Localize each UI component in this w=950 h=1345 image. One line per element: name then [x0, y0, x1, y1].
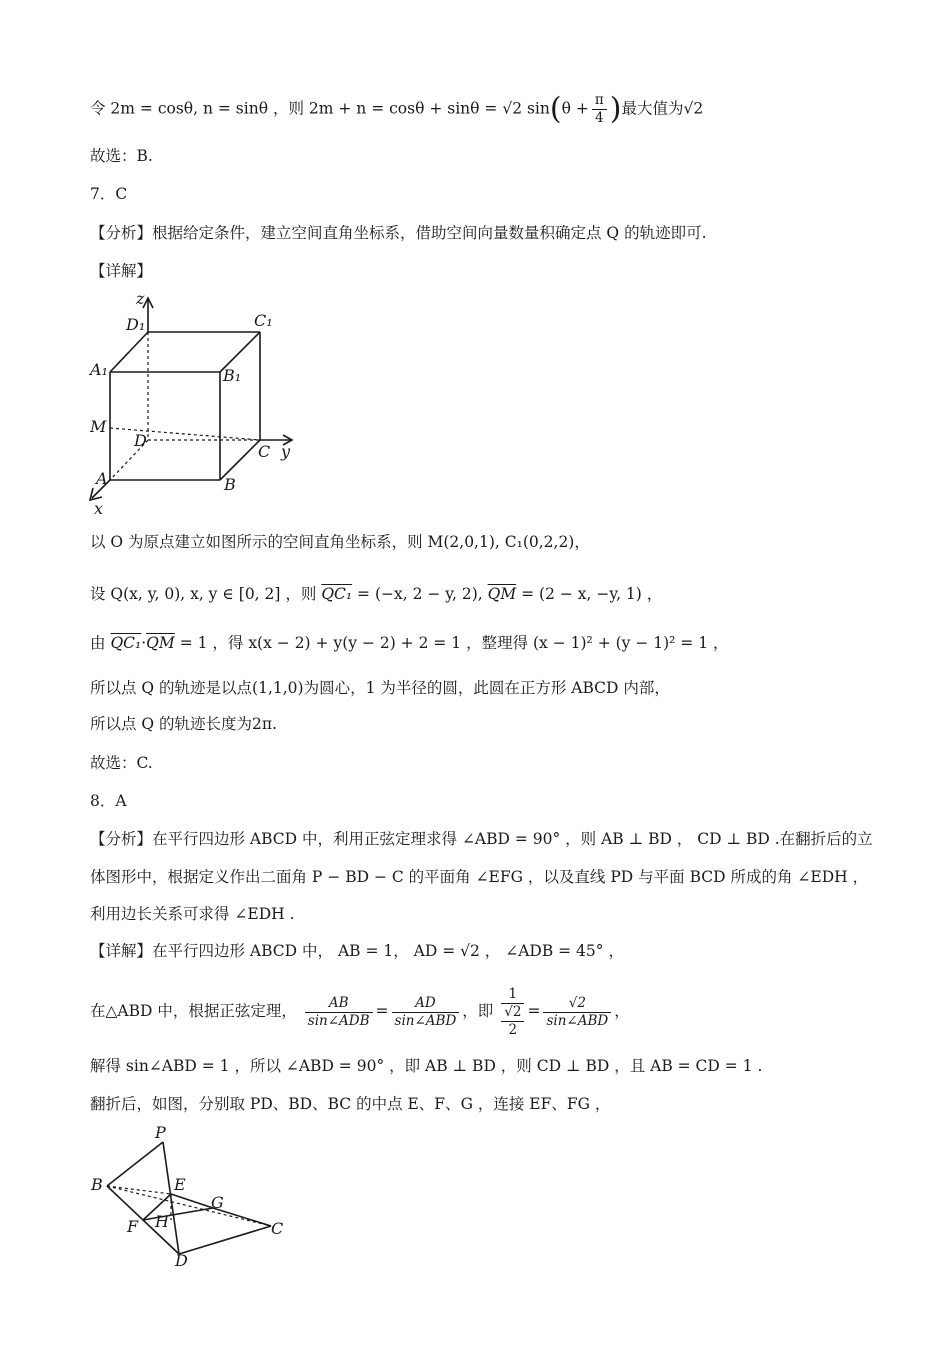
q8-header: 8．A — [90, 792, 127, 810]
label-F: F — [127, 1217, 139, 1236]
label-E: E — [174, 1175, 186, 1194]
q7-line2: 设 Q(x, y, 0), x, y ∈ [0, 2] ，则 QC₁ = (−x, 2 − y, 2), $\overline{QM} = (2 - x$, −y, 1) ， — [90, 585, 663, 603]
label-C1: C₁ — [254, 311, 273, 330]
q7-analysis: 【分析】根据给定条件，建立空间直角坐标系，借助空间向量数量积确定点 Q 的轨迹即可. — [90, 224, 707, 242]
label-M: M — [90, 417, 107, 436]
q8-analysis-1: 【分析】在平行四边形 ABCD 中，利用正弦定理求得 ∠ABD = 90° ，则 AB ⊥ BD ， CD ⊥ BD .在翻折后的立 — [90, 830, 873, 848]
label-B: B — [224, 475, 236, 494]
q7-line4: 所以点 Q 的轨迹是以点(1,1,0)为圆心，1 为半径的圆，此圆在正方形 ABCD 内部， — [90, 679, 670, 697]
q8-sine-law: 在△ABD 中，根据正弦定理， $\frac{AB}{\text{sin∠ADB}}$ = $\frac{AD}{\text{sin∠ABD}}$ ，即 1 √2 2 = $\frac{√2}{\text{sin∠ABD}}$ ， — [90, 985, 630, 1038]
label-C: C — [271, 1219, 284, 1238]
label-B: B — [91, 1175, 103, 1194]
vector-qm: $\overline{QM}$ — [487, 585, 517, 603]
label-B1: B₁ — [223, 366, 242, 385]
q7-line3: 由 $QC_1\cdot\overline{QM} = 1$ ，得 x(x − 2) + y(y − 2) + 2 = 1 ，整理得 (x − 1)² + (y − 1)² = 1 ， — [90, 634, 729, 652]
cube-figure — [80, 290, 310, 520]
pi-over-4-fraction: $\frac{\pi}{4}$ — [592, 92, 607, 127]
q8-analysis-3: 利用边长关系可求得 ∠EDH . — [90, 905, 295, 923]
label-G: G — [211, 1193, 224, 1212]
fraction-root2: $\frac{√2}{\text{sin∠ABD}}$ — [543, 995, 611, 1030]
q7-detail-label: 【详解】 — [90, 262, 153, 280]
q7-answer: 故选：C. — [90, 754, 153, 772]
label-A1: A₁ — [90, 360, 108, 379]
label-y: y — [281, 442, 291, 461]
label-D: D — [134, 431, 147, 450]
vector-qc1: QC₁ — [110, 634, 142, 652]
label-H: H — [155, 1212, 169, 1231]
label-D1: D₁ — [126, 315, 146, 334]
label-A: A — [96, 469, 108, 488]
q8-solve: 解得 sin∠ABD = 1 ，所以 ∠ABD = 90° ，即 AB ⊥ BD ，则 CD ⊥ BD ，且 AB = CD = 1 . — [90, 1057, 763, 1075]
q7-line1: 以 O 为原点建立如图所示的空间直角坐标系，则 M(2,0,1), C₁(0,2,2)， — [90, 533, 590, 551]
q6-expression: 令 2m = cosθ, n = sinθ ，则 2m + n = cosθ + sinθ = √2 sin — [90, 99, 550, 118]
q8-detail-1: 【详解】在平行四边形 ABCD 中， AB = 1， AD = √2 ， ∠ADB = 45° ， — [90, 942, 624, 960]
q8-analysis-2: 体图形中，根据定义作出二面角 P − BD − C 的平面角 ∠EFG ，以及直线 PD 与平面 BCD 所成的角 ∠EDH ， — [90, 868, 869, 886]
vector-qm: $\overline{QM}$ — [146, 634, 175, 652]
fraction-ad: $\frac{AD}{\text{sin∠ABD}}$ — [392, 995, 460, 1030]
label-D: D — [175, 1251, 188, 1270]
q6-max-value: √2 — [683, 99, 704, 118]
q6-line: 令 2m = cosθ, n = sinθ ，则 2m + n = cosθ + sinθ = √2 sin(θ + $\frac{\pi}{4}$ )最大值为√2 — [90, 91, 704, 127]
fraction-ab: $\frac{AB}{\text{sin∠ADB}}$ — [305, 995, 373, 1030]
vector-qc1: QC₁ — [321, 585, 353, 603]
label-z: z — [136, 290, 145, 308]
q6-answer: 故选：B. — [90, 147, 153, 165]
label-x: x — [94, 499, 104, 518]
fraction-one-over-root2-half: 1 √2 2 — [501, 986, 524, 1039]
q7-line5: 所以点 Q 的轨迹长度为2π. — [90, 715, 278, 733]
q7-header: 7．C — [90, 185, 128, 203]
q8-fold: 翻折后，如图，分别取 PD、BD、BC 的中点 E、F、G ，连接 EF、FG ， — [90, 1095, 611, 1113]
folded-figure — [85, 1120, 305, 1270]
label-P: P — [155, 1123, 166, 1142]
label-C: C — [258, 442, 271, 461]
q6-max-text: 最大值为 — [621, 99, 684, 118]
q6-theta-plus: θ + — [561, 99, 589, 118]
